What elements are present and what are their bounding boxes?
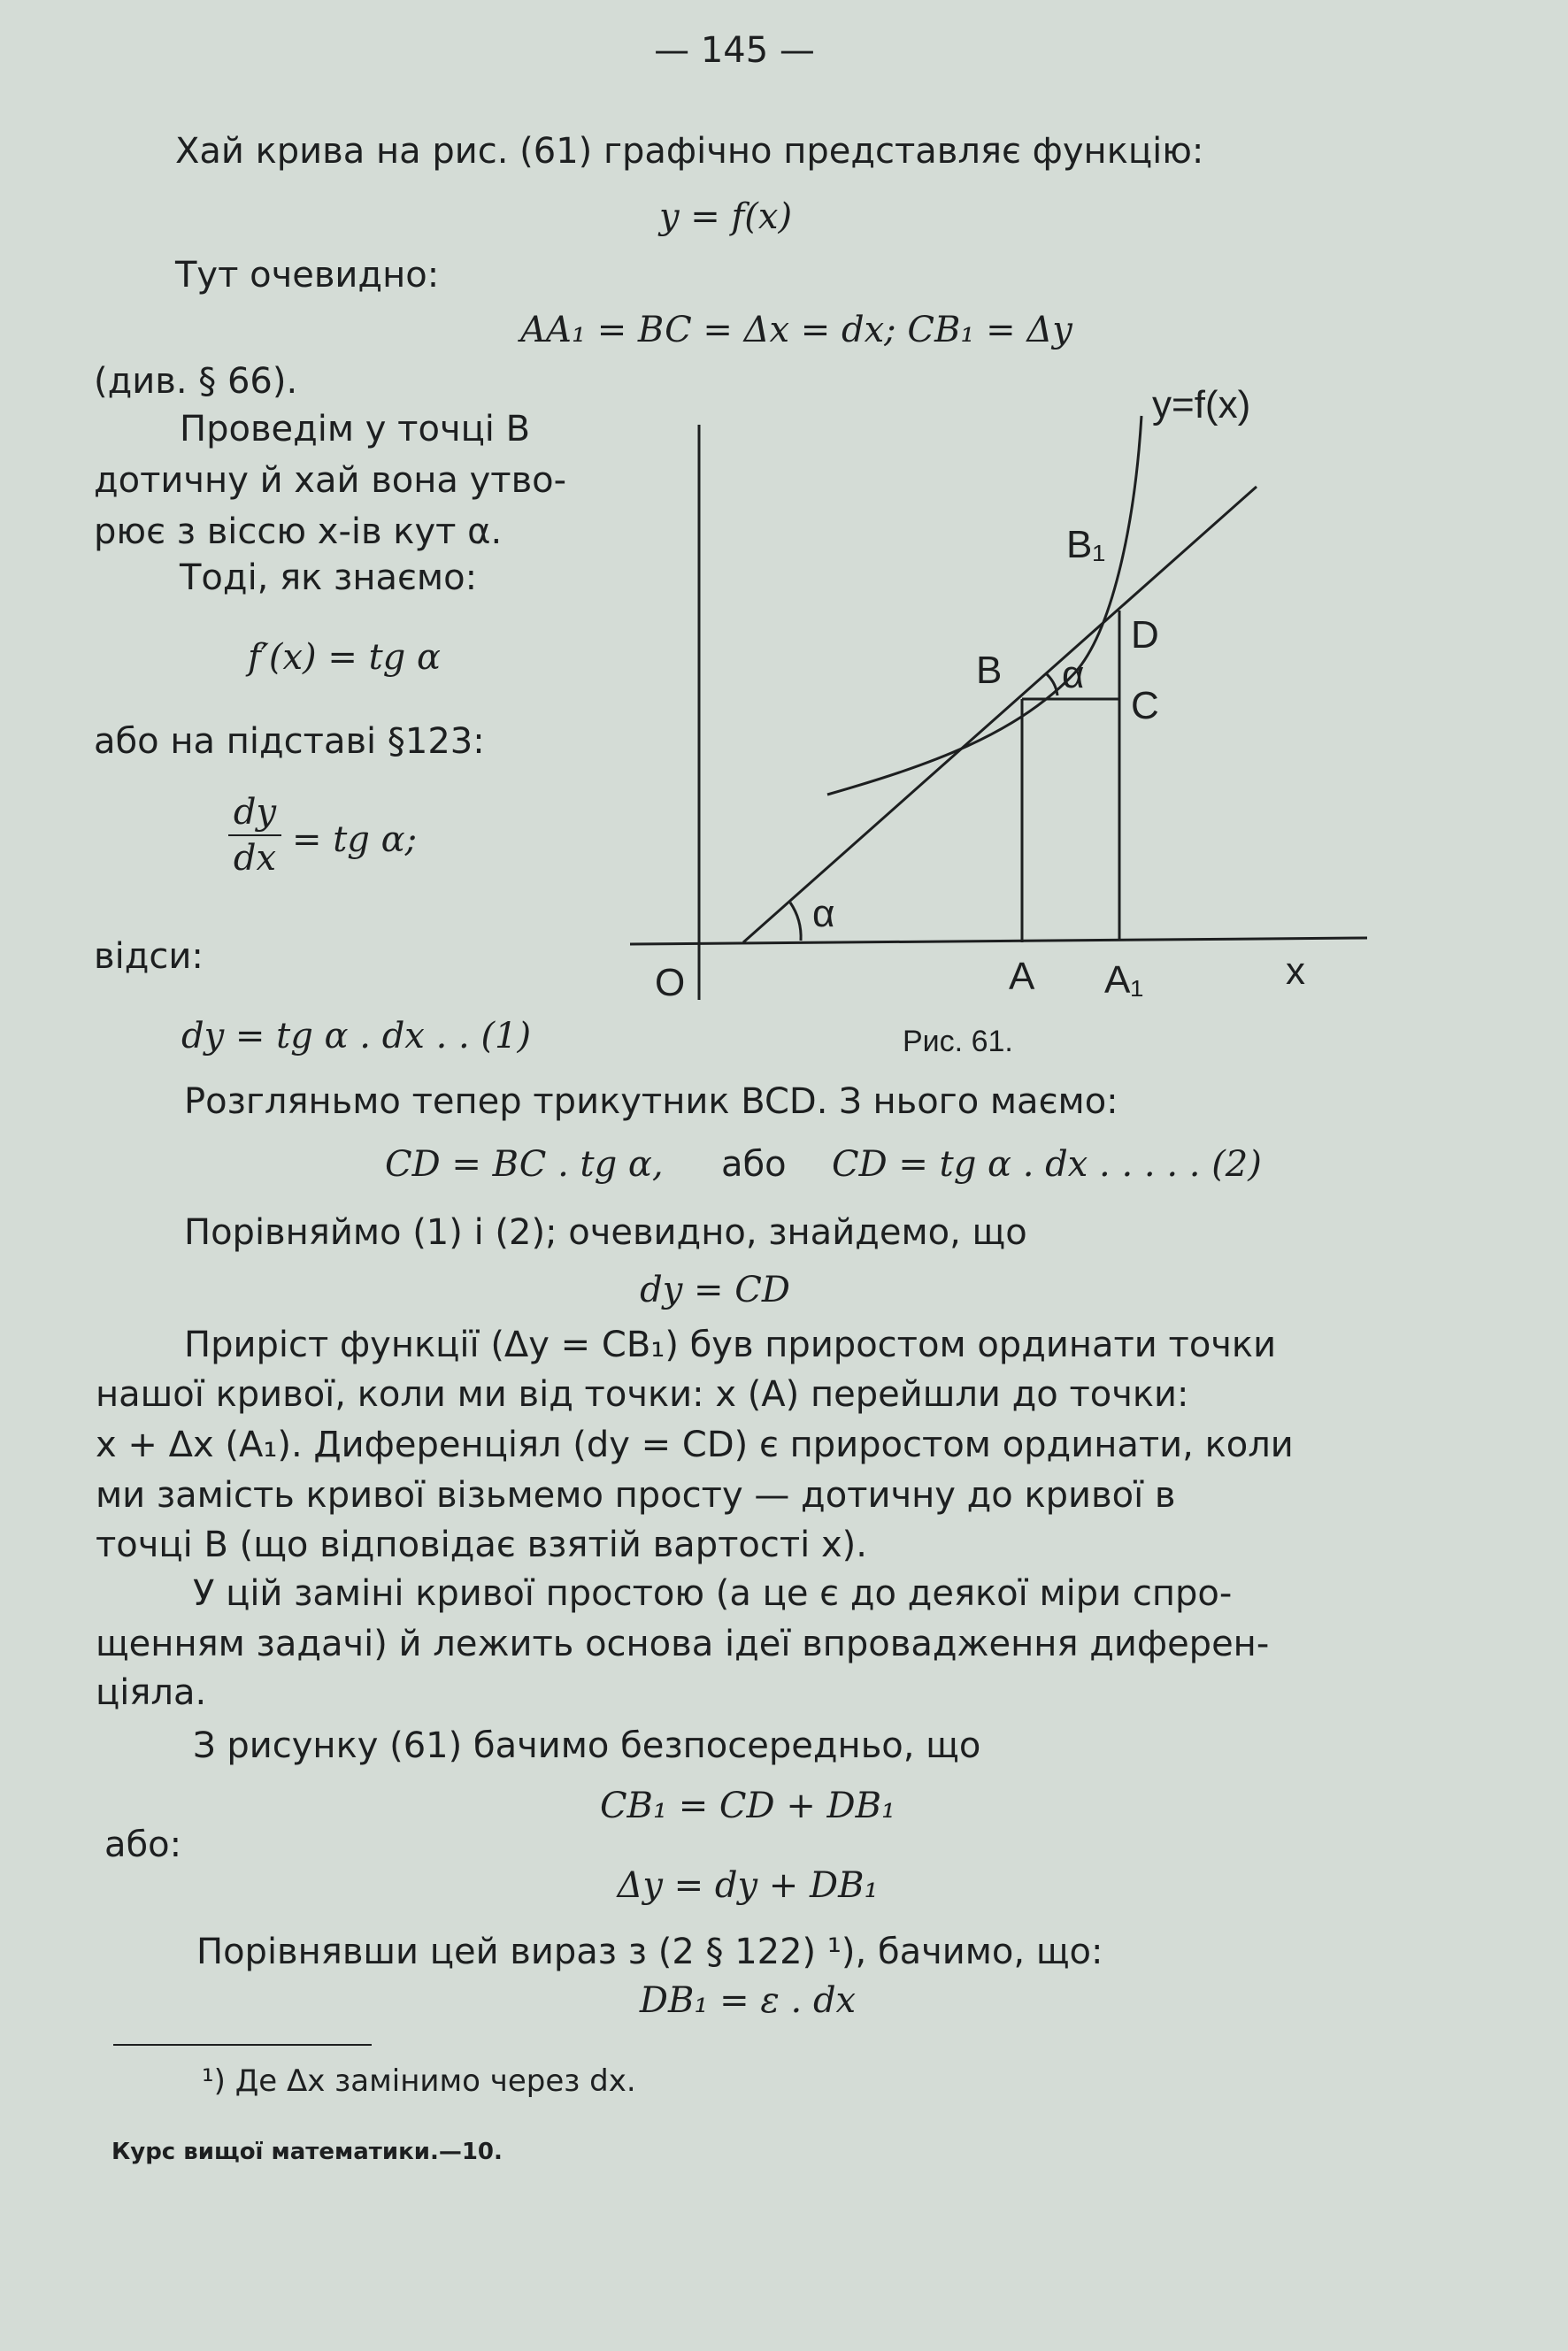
para2-line-3: ціяла. — [96, 1672, 207, 1713]
para2-line-1: У цій заміні кривої простою (а це є до деякої міри спро- — [193, 1573, 1233, 1614]
eq-dy: Δy = dy + DB₁ — [617, 1865, 879, 1906]
label-A1: A₁ — [1104, 958, 1144, 1002]
eq-derivative: f′(x) = tg α — [248, 637, 442, 678]
footnote-rule — [113, 2044, 372, 2046]
label-B: B — [976, 649, 1003, 692]
ref-66: (див. § 66). — [94, 361, 298, 402]
tangent-line-1: Проведім у точці B — [180, 409, 531, 449]
tangent-line-3: рює з віссю x-ів кут α. — [94, 511, 503, 552]
compare-122-line: Порівнявши цей вираз з (2 § 122) ¹), бачимо, що: — [196, 1932, 1103, 1972]
eq-2-or: або — [721, 1144, 787, 1185]
obvious-line: Тут очевидно: — [175, 255, 440, 296]
or-line: або: — [104, 1825, 182, 1865]
eq-2-left: CD = BC . tg α, — [385, 1144, 664, 1185]
label-A: A — [1009, 955, 1035, 998]
angle-arc-bottom — [790, 903, 801, 941]
para1-line-3: x + Δx (A₁). Диференціял (dy = CD) є приростом ординати, коли — [96, 1425, 1294, 1465]
label-C: C — [1131, 684, 1159, 727]
label-B1: B₁ — [1066, 523, 1106, 566]
from-figure-line: З рисунку (61) бачимо безпосередньо, що — [193, 1725, 981, 1766]
fraction-rhs: = tg α; — [292, 819, 418, 860]
triangle-line: Розгляньмо тепер трикутник BCD. З нього маємо: — [184, 1081, 1118, 1122]
para2-line-2: щенням задачі) й лежить основа ідеї впровадження диферен- — [96, 1624, 1270, 1664]
para1-line-5: точці B (що відповідає взятій вартості x). — [96, 1525, 867, 1565]
eq-dy-cd: dy = CD — [640, 1270, 790, 1310]
hence-line: відси: — [94, 936, 204, 977]
label-alpha-top: α — [1062, 653, 1085, 696]
compare-line: Порівняймо (1) і (2); очевидно, знайдемо, що — [184, 1212, 1027, 1253]
eq-2-right: CD = tg α . dx . . . . . (2) — [832, 1144, 1262, 1185]
basis-123: або на підставі §123: — [94, 721, 485, 762]
eq-function: y = f(x) — [658, 196, 793, 237]
page-number: — 145 — — [654, 30, 815, 71]
fraction-numerator: dy — [233, 792, 277, 833]
fraction-denominator: dx — [233, 838, 277, 879]
angle-arc-top — [1047, 674, 1057, 695]
footnote: ¹) Де Δx замінимо через dx. — [202, 2063, 636, 2099]
para1-line-4: ми замість кривої візьмемо просту — дотичну до кривої в — [96, 1475, 1176, 1516]
tangent-line-2: дотичну й хай вона утво- — [94, 460, 567, 501]
label-x: x — [1286, 949, 1305, 993]
eq-increments: AA₁ = BC = Δx = dx; CB₁ = Δy — [520, 310, 1072, 350]
label-alpha-bottom: α — [812, 892, 835, 935]
x-axis — [630, 938, 1367, 944]
para1-line-1: Приріст функції (Δy = CB₁) був приростом ординати точки — [184, 1325, 1277, 1365]
curve-fx — [827, 416, 1141, 795]
para1-line-2: нашої кривої, коли ми від точки: x (A) перейшли до точки: — [96, 1374, 1189, 1415]
eq-cb1: CB₁ = CD + DB₁ — [599, 1786, 896, 1826]
intro-line: Хай крива на рис. (61) графічно представляє функцію: — [175, 131, 1204, 172]
eq-db1: DB₁ = ε . dx — [639, 1980, 857, 2021]
label-O: O — [655, 961, 686, 1004]
eq-1: dy = tg α . dx . . (1) — [181, 1016, 532, 1056]
figure-caption: Рис. 61. — [903, 1025, 1013, 1058]
signature: Курс вищої математики.—10. — [111, 2139, 503, 2165]
then-known: Тоді, як знаємо: — [180, 557, 478, 598]
curve-label: y=f(x) — [1152, 383, 1251, 426]
label-D: D — [1131, 613, 1159, 657]
tangent-line — [743, 487, 1257, 942]
